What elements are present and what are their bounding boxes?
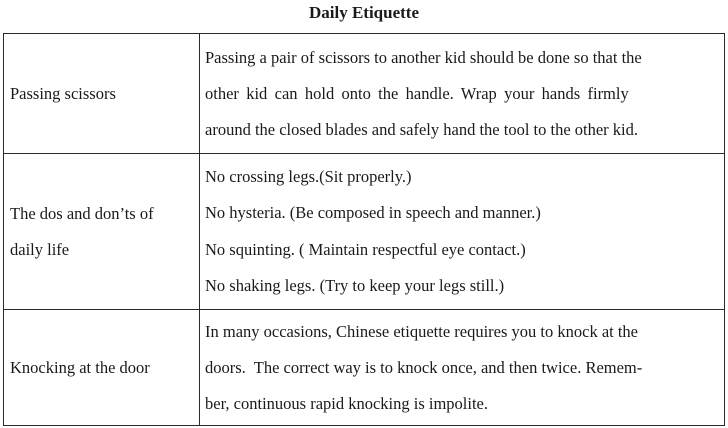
- description-line: ber, continuous rapid knocking is impolite.: [205, 393, 489, 413]
- list-item: No shaking legs. (Try to keep your legs still.): [205, 276, 505, 295]
- description-line: Passing a pair of scissors to another kid should be done so that the: [205, 47, 642, 67]
- row-items-dos-and-donts: [200, 154, 725, 310]
- row-description-passing-scissors: [200, 34, 725, 154]
- label-line: daily life: [10, 239, 70, 259]
- row-label-passing-scissors: Passing scissors: [4, 34, 200, 154]
- table-row: [4, 310, 725, 426]
- row-label-knocking-at-the-door: Knocking at the door: [4, 310, 200, 426]
- label-line: The dos and don’ts of: [10, 203, 154, 223]
- list-item: No crossing legs.(Sit properly.): [205, 166, 412, 186]
- table-row: [4, 154, 725, 310]
- row-description-knocking: [200, 310, 725, 426]
- list-item: No hysteria. (Be composed in speech and manner.): [205, 203, 541, 222]
- description-line: around the closed blades and safely hand the tool to the other kid.: [205, 119, 639, 139]
- description-line: In many occasions, Chinese etiquette requires you to knock at the: [205, 321, 639, 341]
- etiquette-table: [3, 33, 725, 426]
- document-title: Daily Etiquette: [308, 3, 420, 22]
- list-item: No squinting. ( Maintain respectful eye contact.): [205, 239, 526, 259]
- table-row: [4, 34, 725, 154]
- row-label-dos-and-donts: [4, 154, 200, 310]
- description-line: doors. The correct way is to knock once, and then twice. Remem-: [205, 357, 643, 377]
- description-line: other kid can hold onto the handle. Wrap your hands firmly: [205, 83, 629, 103]
